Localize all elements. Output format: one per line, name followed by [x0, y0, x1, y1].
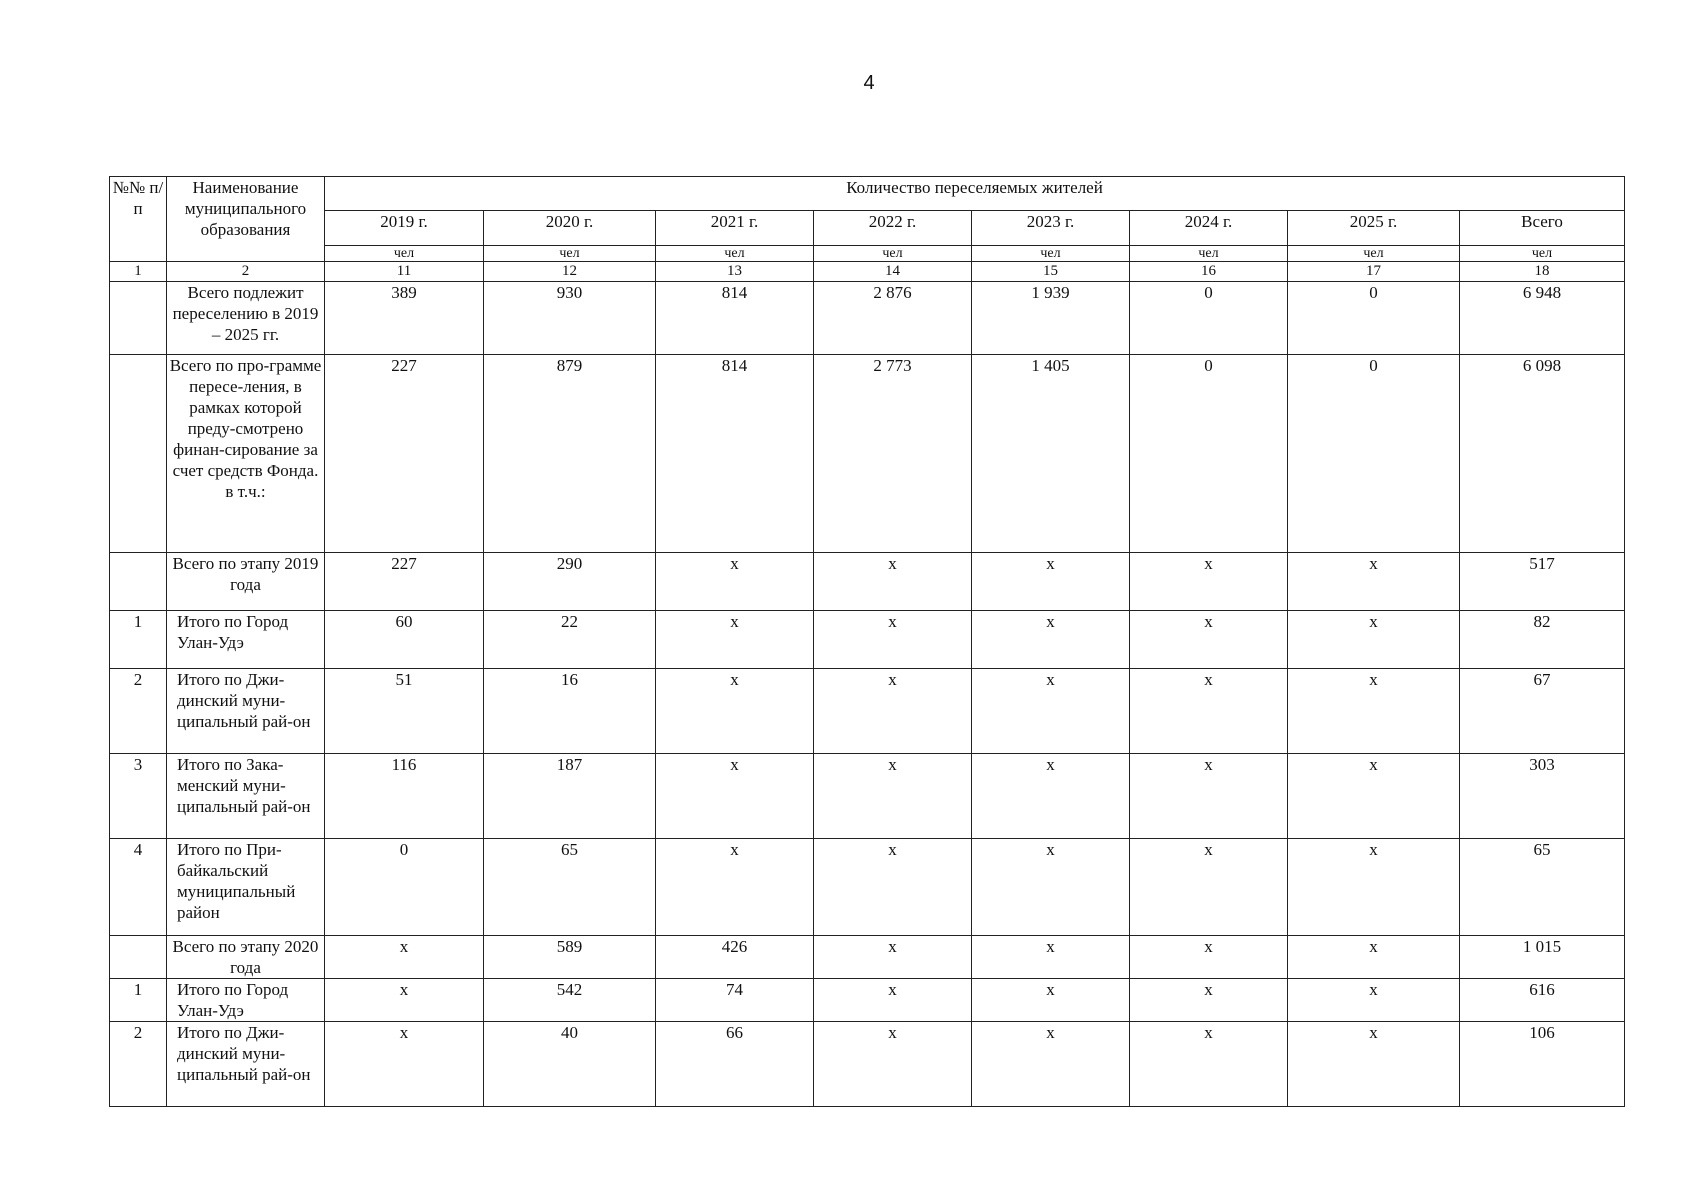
column-number: 14 — [814, 262, 972, 282]
column-number: 2 — [167, 262, 325, 282]
column-number-row — [110, 262, 1625, 282]
row-name-cell: Итого по Джи-динский муни-ципальный рай-он — [167, 1022, 325, 1107]
value-cell: х — [814, 754, 972, 839]
value-cell: 542 — [484, 979, 656, 1022]
row-number-cell: 2 — [110, 669, 167, 754]
column-number: 12 — [484, 262, 656, 282]
value-cell: х — [1130, 669, 1288, 754]
value-cell: х — [325, 979, 484, 1022]
value-cell: х — [325, 1022, 484, 1107]
value-cell: 1 405 — [972, 355, 1130, 553]
page-number: 4 — [863, 72, 875, 94]
value-cell: х — [656, 754, 814, 839]
value-cell: х — [1130, 553, 1288, 611]
value-cell: 589 — [484, 936, 656, 979]
row-number-cell — [110, 553, 167, 611]
value-cell: х — [972, 1022, 1130, 1107]
value-cell: 16 — [484, 669, 656, 754]
column-number: 16 — [1130, 262, 1288, 282]
row-number-cell: 4 — [110, 839, 167, 936]
value-cell: 6 948 — [1460, 282, 1625, 355]
header-group-cell: Количество переселяемых жителей — [325, 177, 1625, 211]
value-cell: 82 — [1460, 611, 1625, 669]
table-row — [110, 979, 1625, 1022]
row-name-cell: Всего по этапу 2019 года — [167, 553, 325, 611]
value-cell: х — [972, 979, 1130, 1022]
value-cell: х — [972, 669, 1130, 754]
value-cell: х — [1288, 611, 1460, 669]
value-cell: 2 773 — [814, 355, 972, 553]
unit-cell: чел — [1288, 246, 1460, 262]
row-number-cell — [110, 936, 167, 979]
value-cell: х — [1130, 936, 1288, 979]
value-cell: 0 — [1288, 282, 1460, 355]
value-cell: х — [1288, 553, 1460, 611]
table-row — [110, 936, 1625, 979]
value-cell: 1 939 — [972, 282, 1130, 355]
column-number: 17 — [1288, 262, 1460, 282]
value-cell: х — [1288, 1022, 1460, 1107]
header-year-2022: 2022 г. — [814, 211, 972, 246]
unit-cell: чел — [656, 246, 814, 262]
row-name-cell: Итого по Город Улан-Удэ — [167, 611, 325, 669]
value-cell: 426 — [656, 936, 814, 979]
value-cell: х — [1288, 839, 1460, 936]
value-cell: х — [972, 936, 1130, 979]
value-cell: 60 — [325, 611, 484, 669]
value-cell: 0 — [325, 839, 484, 936]
header-year-2021: 2021 г. — [656, 211, 814, 246]
value-cell: х — [1130, 979, 1288, 1022]
value-cell: 290 — [484, 553, 656, 611]
header-year-2019: 2019 г. — [325, 211, 484, 246]
header-year-2023: 2023 г. — [972, 211, 1130, 246]
value-cell: х — [325, 936, 484, 979]
row-number-cell: 1 — [110, 611, 167, 669]
value-cell: х — [814, 669, 972, 754]
header-year-2024: 2024 г. — [1130, 211, 1288, 246]
value-cell: х — [814, 1022, 972, 1107]
row-name-cell: Итого по При-байкальский муниципальный район — [167, 839, 325, 936]
table-row — [110, 669, 1625, 754]
row-number-cell: 2 — [110, 1022, 167, 1107]
table-row — [110, 355, 1625, 553]
value-cell: 0 — [1130, 355, 1288, 553]
value-cell: 0 — [1130, 282, 1288, 355]
value-cell: х — [1130, 839, 1288, 936]
value-cell: 65 — [1460, 839, 1625, 936]
value-cell: 0 — [1288, 355, 1460, 553]
value-cell: х — [1288, 979, 1460, 1022]
row-number-cell: 1 — [110, 979, 167, 1022]
column-number: 18 — [1460, 262, 1625, 282]
value-cell: 227 — [325, 355, 484, 553]
unit-cell: чел — [484, 246, 656, 262]
value-cell: 66 — [656, 1022, 814, 1107]
value-cell: 67 — [1460, 669, 1625, 754]
value-cell: х — [814, 611, 972, 669]
value-cell: 303 — [1460, 754, 1625, 839]
value-cell: 6 098 — [1460, 355, 1625, 553]
value-cell: 389 — [325, 282, 484, 355]
value-cell: х — [814, 553, 972, 611]
value-cell: х — [814, 839, 972, 936]
value-cell: х — [1288, 936, 1460, 979]
unit-cell: чел — [972, 246, 1130, 262]
resettlement-table — [109, 176, 1625, 1107]
unit-cell: чел — [325, 246, 484, 262]
header-number-cell: №№ п/п — [110, 177, 167, 262]
row-name-cell: Итого по Джи-динский муни-ципальный рай-он — [167, 669, 325, 754]
value-cell: х — [972, 839, 1130, 936]
value-cell: х — [656, 669, 814, 754]
header-year-2025: 2025 г. — [1288, 211, 1460, 246]
value-cell: 116 — [325, 754, 484, 839]
value-cell: 106 — [1460, 1022, 1625, 1107]
value-cell: х — [972, 553, 1130, 611]
row-number-cell — [110, 282, 167, 355]
row-number-cell: 3 — [110, 754, 167, 839]
value-cell: 187 — [484, 754, 656, 839]
table-row — [110, 839, 1625, 936]
value-cell: 879 — [484, 355, 656, 553]
header-name-cell: Наименование муниципального образования — [167, 177, 325, 262]
value-cell: х — [972, 754, 1130, 839]
value-cell: х — [1130, 1022, 1288, 1107]
value-cell: х — [1130, 611, 1288, 669]
value-cell: х — [1130, 754, 1288, 839]
table-row — [110, 1022, 1625, 1107]
value-cell: 930 — [484, 282, 656, 355]
unit-cell: чел — [1130, 246, 1288, 262]
header-row-years — [110, 211, 1625, 246]
value-cell: х — [656, 553, 814, 611]
value-cell: 40 — [484, 1022, 656, 1107]
unit-cell: чел — [1460, 246, 1625, 262]
value-cell: 227 — [325, 553, 484, 611]
value-cell: х — [1288, 669, 1460, 754]
table-row — [110, 754, 1625, 839]
value-cell: х — [972, 611, 1130, 669]
table-row — [110, 611, 1625, 669]
table-row — [110, 553, 1625, 611]
table-row — [110, 282, 1625, 355]
row-name-cell: Всего по этапу 2020 года — [167, 936, 325, 979]
column-number: 11 — [325, 262, 484, 282]
unit-cell: чел — [814, 246, 972, 262]
value-cell: 814 — [656, 355, 814, 553]
row-name-cell: Всего подлежит переселению в 2019 – 2025 гг. — [167, 282, 325, 355]
row-name-cell: Итого по Зака-менский муни-ципальный рай-он — [167, 754, 325, 839]
value-cell: 1 015 — [1460, 936, 1625, 979]
value-cell: 517 — [1460, 553, 1625, 611]
value-cell: 2 876 — [814, 282, 972, 355]
value-cell: 22 — [484, 611, 656, 669]
column-number: 1 — [110, 262, 167, 282]
value-cell: х — [1288, 754, 1460, 839]
value-cell: х — [656, 839, 814, 936]
value-cell: 814 — [656, 282, 814, 355]
column-number: 13 — [656, 262, 814, 282]
row-name-cell: Всего по про-грамме пересе-ления, в рамках которой преду-смотрено финан-сирование за счет средств Фонда. в т.ч.: — [167, 355, 325, 553]
value-cell: х — [814, 979, 972, 1022]
header-total: Всего — [1460, 211, 1625, 246]
row-number-cell — [110, 355, 167, 553]
value-cell: 65 — [484, 839, 656, 936]
value-cell: 616 — [1460, 979, 1625, 1022]
header-row-group — [110, 177, 1625, 211]
row-name-cell: Итого по Город Улан-Удэ — [167, 979, 325, 1022]
table-body — [110, 282, 1625, 1107]
header-row-units — [110, 246, 1625, 262]
value-cell: 74 — [656, 979, 814, 1022]
column-number: 15 — [972, 262, 1130, 282]
value-cell: х — [656, 611, 814, 669]
header-year-2020: 2020 г. — [484, 211, 656, 246]
value-cell: 51 — [325, 669, 484, 754]
value-cell: х — [814, 936, 972, 979]
